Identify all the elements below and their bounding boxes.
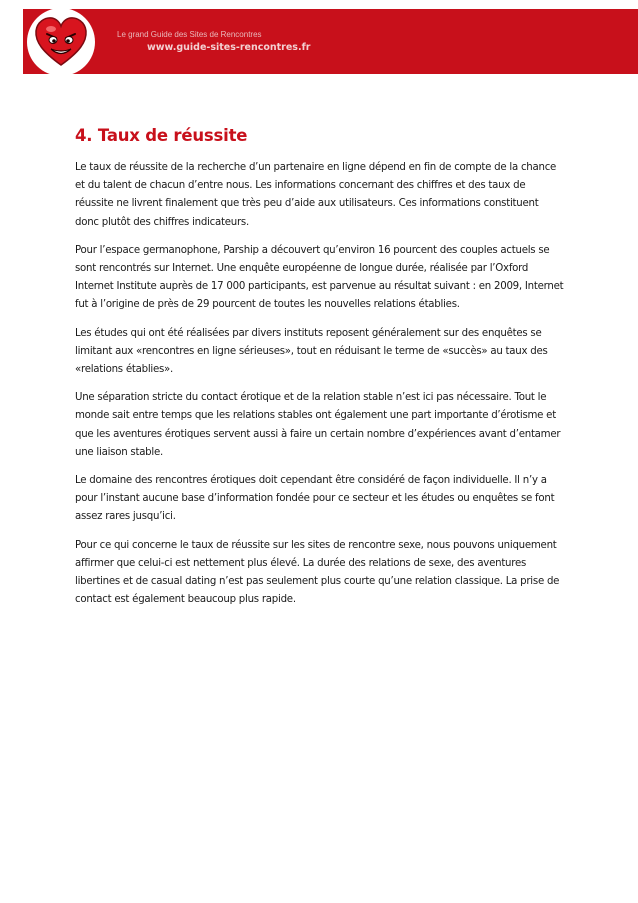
- paragraph: Les études qui ont été réalisées par divers instituts reposent généralement sur des enquêtes se limitant aux «rencontres en ligne sérieuses», tout en réduisant le terme de «succès» au taux des «relations établies».: [75, 327, 548, 376]
- paragraph: Pour ce qui concerne le taux de réussite sur les sites de rencontre sexe, nous pouvons uniquement affirmer que celui-ci est nettement plus élevé. La durée des relations de sexe, des aventures libertines et de casual dating n’est pas seulement plus courte qu’une relation classique. La prise de contact est également beaucoup plus rapide.: [75, 539, 560, 606]
- paragraph: Le taux de réussite de la recherche d’un partenaire en ligne dépend en fin de compte de la chance et du talent de chacun d’entre nous. Les informations concernant des chiffres et des taux de réussite ne livrent finalement que très peu d’aide aux utilisateurs. Ces informations constituent donc plutôt des chiffres indicateurs.: [75, 162, 557, 228]
- section-title: 4. Taux de réussite: [75, 126, 248, 145]
- paragraph: Une séparation stricte du contact érotique et de la relation stable n’est ici pas nécessaire. Tout le monde sait entre temps que les relations stables ont également une part importante d’érotisme et que les aventures érotiques servent aussi à faire un certain nombre d’expériences avant d’entamer une liaison stable.: [75, 392, 561, 458]
- page-header-banner: [23, 9, 638, 74]
- website-link[interactable]: www.guide-sites-rencontres.fr: [147, 42, 311, 53]
- site-logo: [27, 8, 95, 76]
- main-content: [75, 126, 565, 619]
- guide-subtitle: Le grand Guide des Sites de Rencontres: [117, 30, 262, 39]
- paragraph: Le domaine des rencontres érotiques doit cependant être considéré de façon individuelle. Il n’y a pour l’instant aucune base d’information fondée pour ce secteur et les études ou enquêtes se font assez rares jusqu’ici.: [75, 475, 555, 523]
- heart-face-icon: [31, 12, 91, 72]
- paragraph: Pour l’espace germanophone, Parship a découvert qu’environ 16 pourcent des couples actuels se sont rencontrés sur Internet. Une enquête européenne de longue durée, réalisée par l’Oxford Internet Institute auprès de 17 000 participants, est parvenue au résultat suivant : en 2009, Internet fut à l’origine de près de 29 pourcent de toutes les nouvelles relations établies.: [75, 244, 564, 311]
